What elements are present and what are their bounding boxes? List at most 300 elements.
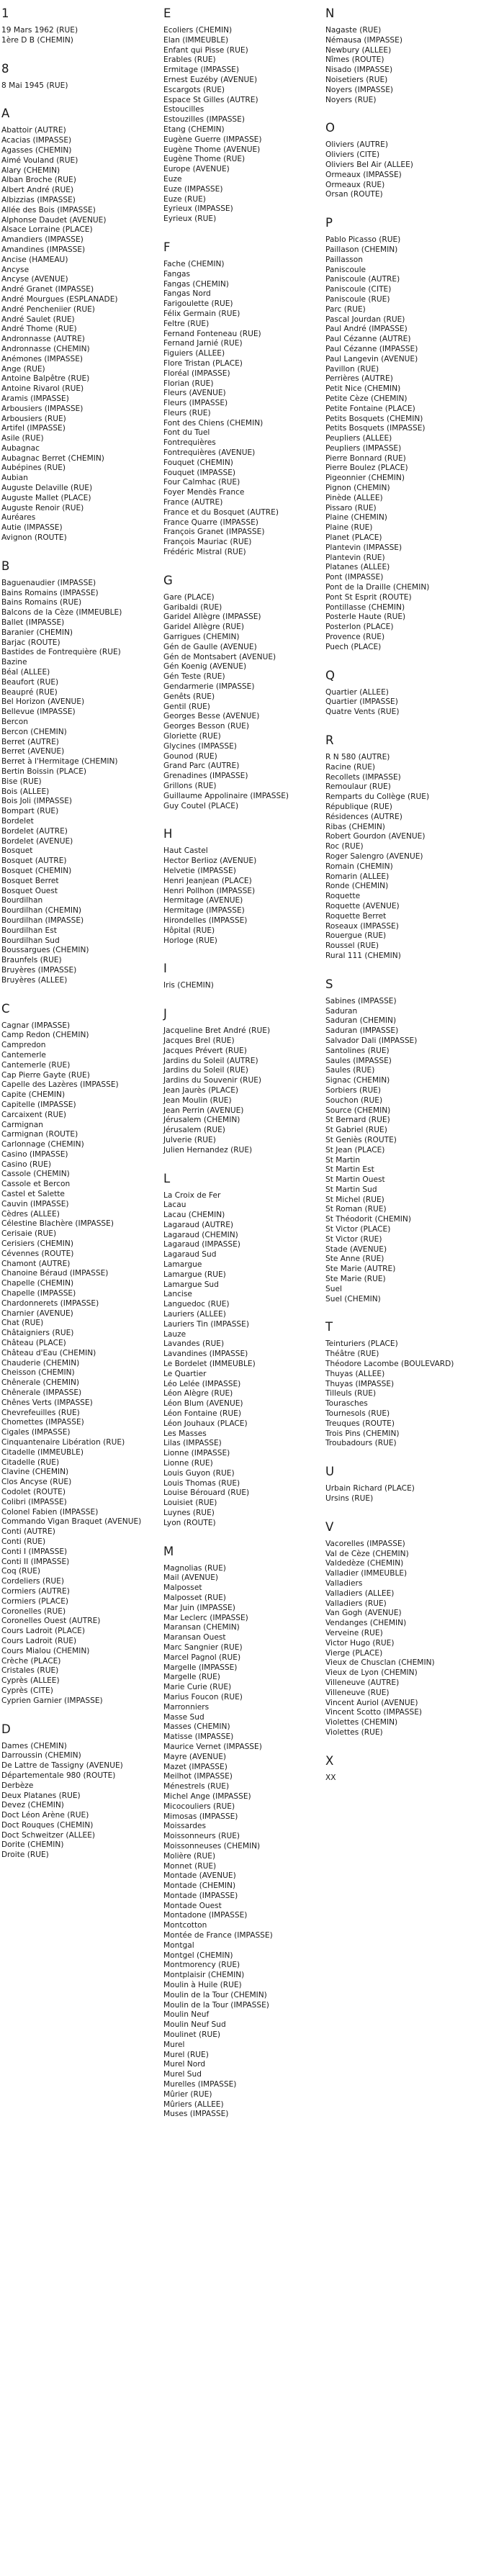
street-item: Cheisson (CHEMIN): [1, 1368, 75, 1378]
street-item: Chauderie (CHEMIN): [1, 1358, 80, 1368]
street-item: Cantemerle: [1, 1050, 46, 1059]
street-item: Lionne (RUE): [163, 1459, 213, 1468]
street-item: Auréares: [1, 513, 36, 523]
street-item: Aubagnac Berret (CHEMIN): [1, 453, 104, 463]
street-item: Bazine: [1, 658, 27, 667]
street-item: Amandines (IMPASSE): [1, 245, 86, 254]
street-item: Lilas (IMPASSE): [163, 1439, 222, 1448]
street-item: Bercon: [1, 718, 28, 727]
street-item: Mimosas (IMPASSE): [163, 1812, 238, 1821]
street-item: Anémones (IMPASSE): [1, 354, 84, 363]
street-list: [1, 81, 153, 91]
street-item: Moulin de la Tour (IMPASSE): [163, 2000, 269, 2010]
street-item: Violettes (CHEMIN): [325, 1718, 398, 1727]
street-item: Ancyse (AVENUE): [1, 275, 68, 284]
street-item: Stade (AVENUE): [325, 1244, 387, 1254]
street-item: Auguste Mallet (PLACE): [1, 493, 91, 502]
street-item: Chat (RUE): [1, 1319, 44, 1328]
street-item: Troubadours (RUE): [325, 1439, 397, 1448]
street-item: Ancise (HAMEAU): [1, 255, 68, 264]
street-item: Euze (IMPASSE): [163, 184, 223, 194]
street-item: St Bernard (RUE): [325, 1116, 390, 1125]
street-item: Lauze: [163, 1329, 186, 1339]
street-item: Four Calmhac (RUE): [163, 478, 240, 487]
street-item: Planet (PLACE): [325, 533, 382, 543]
street-item: Lyon (ROUTE): [163, 1518, 216, 1527]
street-item: Petit Nice (CHEMIN): [325, 384, 401, 394]
street-item: Murelles (IMPASSE): [163, 2080, 237, 2089]
street-item: Ermitage (IMPASSE): [163, 65, 240, 75]
street-item: Bercon (CHEMIN): [1, 727, 67, 736]
letter-section: [325, 1465, 477, 1504]
street-item: Beaufort (RUE): [1, 677, 59, 687]
street-item: Tilleuls (RUE): [325, 1389, 377, 1398]
street-item: Jardins du Soleil (AUTRE): [163, 1056, 258, 1065]
street-item: Urbain Richard (PLACE): [325, 1484, 415, 1493]
street-item: Coronelles Ouest (AUTRE): [1, 1617, 101, 1626]
street-item: Albert André (RUE): [1, 186, 74, 195]
street-item: Hector Berlioz (AVENUE): [163, 857, 257, 866]
street-item: Maransan (CHEMIN): [163, 1623, 240, 1632]
street-item: Tourasches: [325, 1399, 368, 1409]
street-item: Lavandes (RUE): [163, 1339, 225, 1349]
street-item: St Théodorit (CHEMIN): [325, 1215, 411, 1224]
street-item: Célestine Blachère (IMPASSE): [1, 1219, 114, 1229]
street-item: Pinède (ALLEE): [325, 493, 383, 502]
street-item: Louisiet (RUE): [163, 1499, 217, 1508]
street-item: Pont de la Draille (CHEMIN): [325, 583, 430, 592]
street-item: Fontrequières: [163, 438, 216, 448]
street-item: Valladiers (ALLEE): [325, 1588, 395, 1598]
street-list: [1, 1021, 153, 1707]
letter-section: [1, 6, 153, 46]
street-item: Petits Bosquets (CHEMIN): [325, 414, 423, 423]
letter-section: [163, 1007, 315, 1155]
street-item: Carcaixent (RUE): [1, 1110, 67, 1119]
street-item: Sorbiers (RUE): [325, 1085, 382, 1095]
street-item: Pignon (CHEMIN): [325, 484, 390, 493]
street-list: [1, 126, 153, 543]
street-item: Jardins du Souvenir (RUE): [163, 1076, 262, 1085]
street-list: [1, 579, 153, 986]
street-item: Pavillon (RUE): [325, 364, 379, 374]
street-item: Baranier (CHEMIN): [1, 628, 73, 637]
street-item: Souchon (RUE): [325, 1095, 383, 1105]
street-item: Montadone (IMPASSE): [163, 1911, 248, 1920]
street-item: Plantevin (IMPASSE): [325, 543, 402, 552]
street-item: Murel Sud: [163, 2070, 202, 2079]
street-item: Floréal (IMPASSE): [163, 369, 230, 378]
street-item: Le Bordelet (IMMEUBLE): [163, 1360, 256, 1369]
street-item: Provence (RUE): [325, 633, 385, 642]
street-item: Bosquet (CHEMIN): [1, 866, 72, 875]
letter-heading: 1: [1, 6, 9, 20]
street-item: Cyprès (CITE): [1, 1686, 53, 1695]
street-item: Guillaume Appolinaire (IMPASSE): [163, 791, 289, 800]
street-list: [325, 26, 477, 105]
street-item: Pont St Esprit (ROUTE): [325, 592, 412, 602]
street-item: Bastides de Fontrequière (RUE): [1, 648, 121, 657]
letter-heading: V: [325, 1519, 334, 1534]
street-item: Paniscoule (CITE): [325, 285, 392, 294]
street-item: Pontillasse (CHEMIN): [325, 602, 405, 612]
street-item: Montmorency (RUE): [163, 1961, 240, 1970]
letter-section: [163, 6, 315, 225]
street-item: Peupliers (ALLEE): [325, 434, 392, 443]
street-item: Margelle (RUE): [163, 1673, 220, 1682]
street-item: Petite Fontaine (PLACE): [325, 404, 415, 413]
street-item: Les Masses: [163, 1429, 207, 1438]
street-item: Lionne (IMPASSE): [163, 1449, 230, 1458]
street-item: Bourdilhan (IMPASSE): [1, 916, 84, 925]
street-item: Cinquantenaire Libération (RUE): [1, 1438, 125, 1447]
street-item: Beaupré (RUE): [1, 687, 58, 697]
street-item: Estoucilles: [163, 105, 204, 114]
street-item: Malposset: [163, 1583, 202, 1593]
street-item: Fangas Nord: [163, 289, 211, 299]
street-item: Teinturiers (PLACE): [325, 1339, 398, 1349]
letter-section: [325, 669, 477, 718]
street-item: Colonel Fabien (IMPASSE): [1, 1507, 99, 1517]
street-item: Pigeonnier (CHEMIN): [325, 474, 405, 483]
street-item: Fouquet (IMPASSE): [163, 468, 236, 477]
street-item: Capite (CHEMIN): [1, 1090, 66, 1100]
street-item: Cap Pierre Gayte (RUE): [1, 1070, 90, 1080]
street-item: Treuques (ROUTE): [325, 1419, 395, 1428]
street-item: Escargots (RUE): [163, 85, 225, 94]
street-item: St Martin: [325, 1155, 361, 1165]
street-item: Bordelet (AUTRE): [1, 826, 68, 836]
street-item: Auguste Delaville (RUE): [1, 484, 93, 493]
street-item: Hermitage (IMPASSE): [163, 906, 245, 916]
street-list: [325, 1540, 477, 1738]
street-item: Valladier (IMMEUBLE): [325, 1569, 408, 1578]
letter-heading: X: [325, 1753, 334, 1768]
street-item: Cours Ladroit (RUE): [1, 1636, 77, 1645]
street-item: Luynes (RUE): [163, 1509, 215, 1517]
street-item: Agasses (CHEMIN): [1, 145, 72, 155]
street-item: Antoine Rivarol (RUE): [1, 384, 84, 394]
street-item: Coq (RUE): [1, 1567, 41, 1576]
street-item: Conti II (IMPASSE): [1, 1557, 70, 1566]
street-list: [325, 997, 477, 1305]
street-item: Saduran (IMPASSE): [325, 1026, 399, 1036]
letter-heading: M: [163, 1544, 174, 1558]
street-item: Ballet (IMPASSE): [1, 618, 65, 628]
street-list: [163, 846, 315, 946]
street-item: Bois (ALLEE): [1, 787, 50, 796]
street-item: Bourdilhan Sud: [1, 936, 60, 945]
street-item: Gentil (RUE): [163, 702, 210, 711]
street-item: François Granet (IMPASSE): [163, 528, 265, 537]
street-item: Glycines (IMPASSE): [163, 741, 237, 751]
street-item: Moulin de la Tour (CHEMIN): [163, 1990, 267, 1999]
street-item: Chênes Verts (IMPASSE): [1, 1398, 93, 1407]
street-item: Marcel Pagnol (RUE): [163, 1653, 241, 1662]
street-item: Aimé Vouland (RUE): [1, 155, 78, 165]
street-item: Oliviers (CITE): [325, 150, 380, 160]
street-item: Feltre (RUE): [163, 319, 210, 328]
street-item: Muses (IMPASSE): [163, 2110, 229, 2119]
street-item: Ménestrels (RUE): [163, 1782, 230, 1791]
letter-section: [325, 1754, 477, 1784]
street-item: Lamargue: [163, 1260, 202, 1270]
street-item: Châtaigniers (RUE): [1, 1329, 74, 1338]
letter-heading: L: [163, 1171, 171, 1185]
street-item: Vieux de Chusclan (CHEMIN): [325, 1658, 435, 1668]
street-item: Cantemerle (RUE): [1, 1060, 71, 1070]
street-list: [325, 235, 477, 652]
letter-section: [325, 977, 477, 1305]
street-item: Boussargues (CHEMIN): [1, 946, 89, 955]
street-item: Meilhot (IMPASSE): [163, 1772, 233, 1781]
street-item: Carlonnage (CHEMIN): [1, 1140, 84, 1149]
street-item: Coronelles (RUE): [1, 1606, 66, 1616]
street-item: Cerisiers (CHEMIN): [1, 1239, 73, 1249]
street-item: Alsace Lorraine (PLACE): [1, 225, 93, 235]
street-item: Figuiers (ALLEE): [163, 349, 225, 358]
street-item: Deux Platanes (RUE): [1, 1791, 81, 1800]
street-item: St Michel (RUE): [325, 1195, 384, 1204]
street-item: Pierre Bonnard (RUE): [325, 453, 406, 463]
street-item: Villeneuve (AUTRE): [325, 1678, 400, 1687]
letter-heading: S: [325, 977, 333, 991]
letter-heading: A: [1, 107, 10, 121]
street-item: Cèdres (ALLEE): [1, 1209, 60, 1219]
street-item: Ste Marie (AUTRE): [325, 1265, 396, 1274]
street-item: Bel Horizon (AVENUE): [1, 697, 85, 707]
street-item: Romain (CHEMIN): [325, 862, 393, 871]
street-item: Pont (IMPASSE): [325, 573, 384, 582]
street-item: Paillason (CHEMIN): [325, 245, 398, 254]
street-item: Roquette Berret: [325, 911, 387, 921]
street-item: Bois Joli (IMPASSE): [1, 797, 73, 806]
street-item: Artifel (IMPASSE): [1, 424, 66, 433]
street-item: Valladiers: [325, 1579, 363, 1588]
street-item: Berret (AUTRE): [1, 737, 59, 746]
street-item: Montade Ouest: [163, 1901, 222, 1910]
street-list: [163, 981, 315, 991]
street-item: Malposset (RUE): [163, 1593, 226, 1602]
street-item: Conti (AUTRE): [1, 1527, 55, 1537]
street-item: Garrigues (CHEMIN): [163, 633, 240, 642]
letter-heading: Q: [325, 668, 335, 682]
street-item: Cassole (CHEMIN): [1, 1170, 70, 1179]
street-item: Vincent Scotto (IMPASSE): [325, 1708, 423, 1717]
street-item: Signac (CHEMIN): [325, 1076, 390, 1085]
street-item: Henri Jeanjean (PLACE): [163, 876, 252, 885]
street-item: Berret (AVENUE): [1, 747, 65, 756]
street-item: Saules (IMPASSE): [325, 1056, 392, 1065]
street-item: De Lattre de Tassigny (AVENUE): [1, 1761, 123, 1771]
street-item: Euze: [163, 174, 182, 184]
street-item: Théodore Lacombe (BOULEVARD): [325, 1360, 454, 1369]
street-item: Bosquet: [1, 846, 33, 856]
street-item: Avignon (ROUTE): [1, 533, 67, 543]
street-item: Jean Jaurès (PLACE): [163, 1085, 239, 1095]
street-item: Font des Chiens (CHEMIN): [163, 418, 264, 428]
street-item: Ormeaux (IMPASSE): [325, 170, 402, 179]
street-item: Andronnasse (CHEMIN): [1, 344, 90, 353]
street-item: Fernand Jarnié (RUE): [163, 339, 243, 348]
letter-heading: O: [325, 121, 335, 135]
street-item: Font du Tuel: [163, 428, 210, 438]
street-item: St Martin Ouest: [325, 1175, 385, 1185]
street-item: Bellevue (IMPASSE): [1, 708, 76, 717]
street-item: Montade (AVENUE): [163, 1871, 236, 1881]
street-list: [325, 688, 477, 718]
street-item: Berret à l'Hermitage (CHEMIN): [1, 757, 118, 767]
street-item: Pablo Picasso (RUE): [325, 235, 401, 245]
street-item: André Mourgues (ESPLANADE): [1, 294, 118, 304]
street-item: Cerisaie (RUE): [1, 1229, 57, 1239]
street-item: Trois Pins (CHEMIN): [325, 1429, 400, 1438]
street-item: Fleurs (AVENUE): [163, 389, 226, 398]
street-item: Euze (RUE): [163, 194, 206, 204]
street-item: Ronde (CHEMIN): [325, 882, 389, 891]
street-item: Braunfels (RUE): [1, 956, 62, 965]
street-item: Paniscoule (RUE): [325, 294, 390, 304]
street-item: Tournesols (RUE): [325, 1409, 390, 1419]
street-item: Verveine (RUE): [325, 1628, 383, 1637]
street-item: Théâtre (RUE): [325, 1350, 379, 1359]
street-item: Lagaraud (IMPASSE): [163, 1240, 240, 1249]
street-item: Louise Bérouard (RUE): [163, 1488, 250, 1498]
letter-heading: B: [1, 559, 10, 573]
street-item: Félix Germain (RUE): [163, 309, 240, 318]
letter-section: [1, 559, 153, 986]
street-item: Codolet (ROUTE): [1, 1487, 66, 1496]
street-item: Montgel (CHEMIN): [163, 1951, 233, 1960]
street-item: Racine (RUE): [325, 762, 376, 772]
street-item: Paul Cézanne (IMPASSE): [325, 344, 418, 353]
street-item: Aubian: [1, 474, 28, 483]
street-item: Noisetiers (RUE): [325, 75, 388, 84]
street-item: Départementale 980 (ROUTE): [1, 1771, 116, 1780]
street-item: République (RUE): [325, 803, 392, 811]
street-item: Suel: [325, 1284, 342, 1293]
street-item: Margelle (IMPASSE): [163, 1663, 238, 1672]
street-list: [325, 140, 477, 200]
street-item: Citadelle (RUE): [1, 1458, 60, 1467]
street-item: André Granet (IMPASSE): [1, 285, 94, 294]
street-item: Murel (RUE): [163, 2050, 209, 2059]
letter-section: [163, 962, 315, 991]
letter-section: [325, 216, 477, 652]
street-item: Marius Foucon (RUE): [163, 1692, 243, 1701]
street-item: Cormiers (PLACE): [1, 1596, 69, 1606]
street-item: Cours Mialou (CHEMIN): [1, 1646, 90, 1655]
street-item: Jacqueline Bret André (RUE): [163, 1026, 271, 1036]
street-item: Fouquet (CHEMIN): [163, 458, 233, 467]
street-item: St Gabriel (RUE): [325, 1126, 387, 1135]
street-item: Doct Rouques (CHEMIN): [1, 1820, 94, 1830]
street-item: Jérusalem (RUE): [163, 1126, 225, 1135]
street-item: Mûriers (ALLEE): [163, 2100, 224, 2109]
street-item: Chardonnerets (IMPASSE): [1, 1298, 99, 1308]
street-item: Némausa (IMPASSE): [325, 35, 402, 45]
street-item: St Martin Est: [325, 1165, 374, 1175]
street-item: Ribas (CHEMIN): [325, 822, 385, 831]
street-item: Roseaux (IMPASSE): [325, 921, 399, 931]
letter-heading: J: [163, 1007, 167, 1021]
street-item: Hôpital (RUE): [163, 926, 215, 935]
street-item: Masse Sud: [163, 1712, 204, 1722]
street-item: Carmignan (ROUTE): [1, 1130, 78, 1139]
street-item: Cassole et Bercon: [1, 1180, 71, 1189]
street-item: Pissaro (RUE): [325, 503, 377, 512]
street-item: Posterlon (PLACE): [325, 623, 394, 632]
street-item: Carmignan: [1, 1120, 43, 1129]
street-item: Colibri (IMPASSE): [1, 1497, 67, 1506]
street-item: Résidences (AUTRE): [325, 812, 402, 821]
street-item: Horloge (RUE): [163, 936, 217, 945]
street-item: Parc (RUE): [325, 304, 366, 314]
street-item: Grand Parc (AUTRE): [163, 761, 240, 771]
street-item: Mazet (IMPASSE): [163, 1762, 228, 1771]
street-item: Léon Alègre (RUE): [163, 1389, 233, 1398]
street-item: Enfant qui Pisse (RUE): [163, 45, 248, 55]
street-item: Marc Sangnier (RUE): [163, 1642, 243, 1652]
street-item: Oliviers Bel Air (ALLEE): [325, 160, 413, 169]
street-item: Cyprien Garnier (IMPASSE): [1, 1696, 103, 1705]
street-item: Thuyas (ALLEE): [325, 1369, 385, 1378]
letter-heading: T: [325, 1320, 333, 1334]
street-item: Charnier (AVENUE): [1, 1309, 73, 1318]
street-item: Château d'Eau (CHEMIN): [1, 1348, 96, 1357]
street-item: Nisado (IMPASSE): [325, 65, 393, 75]
street-list: [163, 1191, 315, 1529]
street-item: St Victor (PLACE): [325, 1225, 391, 1234]
street-item: Roc (RUE): [325, 842, 364, 851]
letter-section: [163, 827, 315, 946]
street-item: Saules (RUE): [325, 1066, 375, 1075]
street-item: Montée de France (IMPASSE): [163, 1931, 273, 1940]
street-item: Florian (RUE): [163, 379, 214, 388]
street-item: Eugène Guerre (IMPASSE): [163, 135, 262, 144]
street-item: Quartier (IMPASSE): [325, 697, 398, 707]
street-item: Molière (RUE): [163, 1851, 216, 1861]
letter-section: [1, 62, 153, 91]
street-item: Farigoulette (RUE): [163, 299, 233, 309]
street-item: Léon Fontaine (RUE): [163, 1409, 241, 1419]
street-item: France Quarre (IMPASSE): [163, 518, 258, 527]
street-item: Salvador Dali (IMPASSE): [325, 1036, 418, 1045]
street-list: [163, 593, 315, 812]
street-item: Chomettes (IMPASSE): [1, 1418, 84, 1427]
street-item: Cordeliers (RUE): [1, 1577, 65, 1586]
street-item: Alban Broche (RUE): [1, 176, 76, 185]
street-item: Ecoliers (CHEMIN): [163, 26, 233, 35]
street-item: Acacias (IMPASSE): [1, 136, 72, 145]
street-item: Lamargue (RUE): [163, 1270, 226, 1279]
street-item: Bains Romains (RUE): [1, 598, 82, 607]
street-item: Murel Nord: [163, 2060, 206, 2069]
street-item: Julien Hernandez (RUE): [163, 1145, 253, 1154]
street-item: Gén de Gaulle (AVENUE): [163, 642, 257, 651]
street-item: Julverie (RUE): [163, 1135, 216, 1144]
street-item: Alary (CHEMIN): [1, 166, 60, 175]
street-column-3: [325, 6, 477, 1799]
street-item: Roussel (RUE): [325, 941, 379, 951]
street-item: Paul Langevin (AVENUE): [325, 354, 418, 363]
street-item: Gén de Montsabert (AVENUE): [163, 652, 276, 661]
street-item: Citadelle (IMMEUBLE): [1, 1447, 84, 1457]
street-item: Cigales (IMPASSE): [1, 1428, 71, 1437]
street-item: Henri Pollhon (IMPASSE): [163, 886, 256, 895]
street-column-2: [163, 6, 315, 2136]
street-item: Roquette: [325, 892, 361, 901]
